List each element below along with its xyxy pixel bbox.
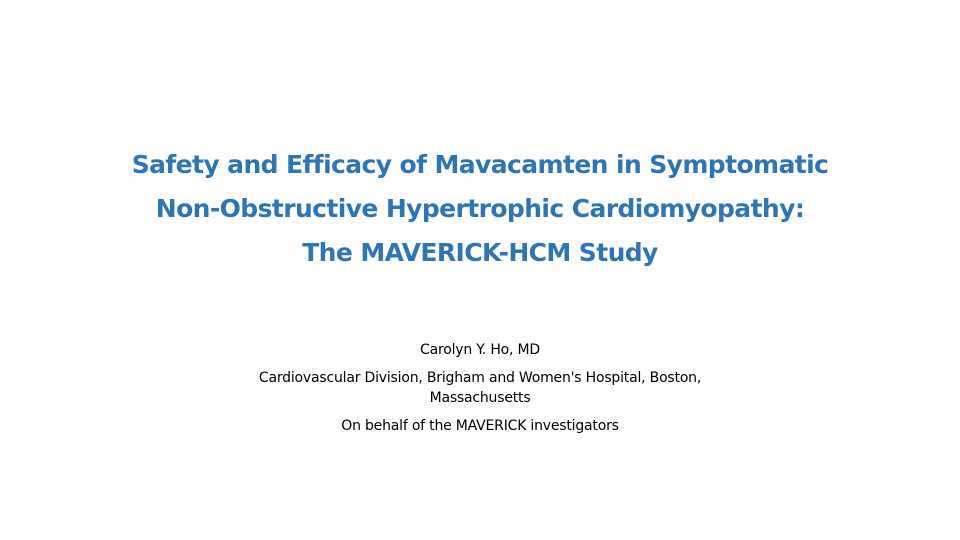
title-line-1: Safety and Efficacy of Mavacamten in Symptomatic [131,150,829,179]
title-line-2: Non-Obstructive Hypertrophic Cardiomyopathy: [155,194,805,223]
affiliation-line-1: Cardiovascular Division, Brigham and Women's Hospital, Boston, [258,370,702,386]
slide-subtitle [180,340,780,436]
title-line-3: The MAVERICK-HCM Study [302,238,658,267]
slide-title [80,143,880,275]
affiliation-line-2: Massachusetts [429,390,531,406]
on-behalf-text: On behalf of the MAVERICK investigators [341,418,619,434]
author-name: Carolyn Y. Ho, MD [420,342,540,358]
